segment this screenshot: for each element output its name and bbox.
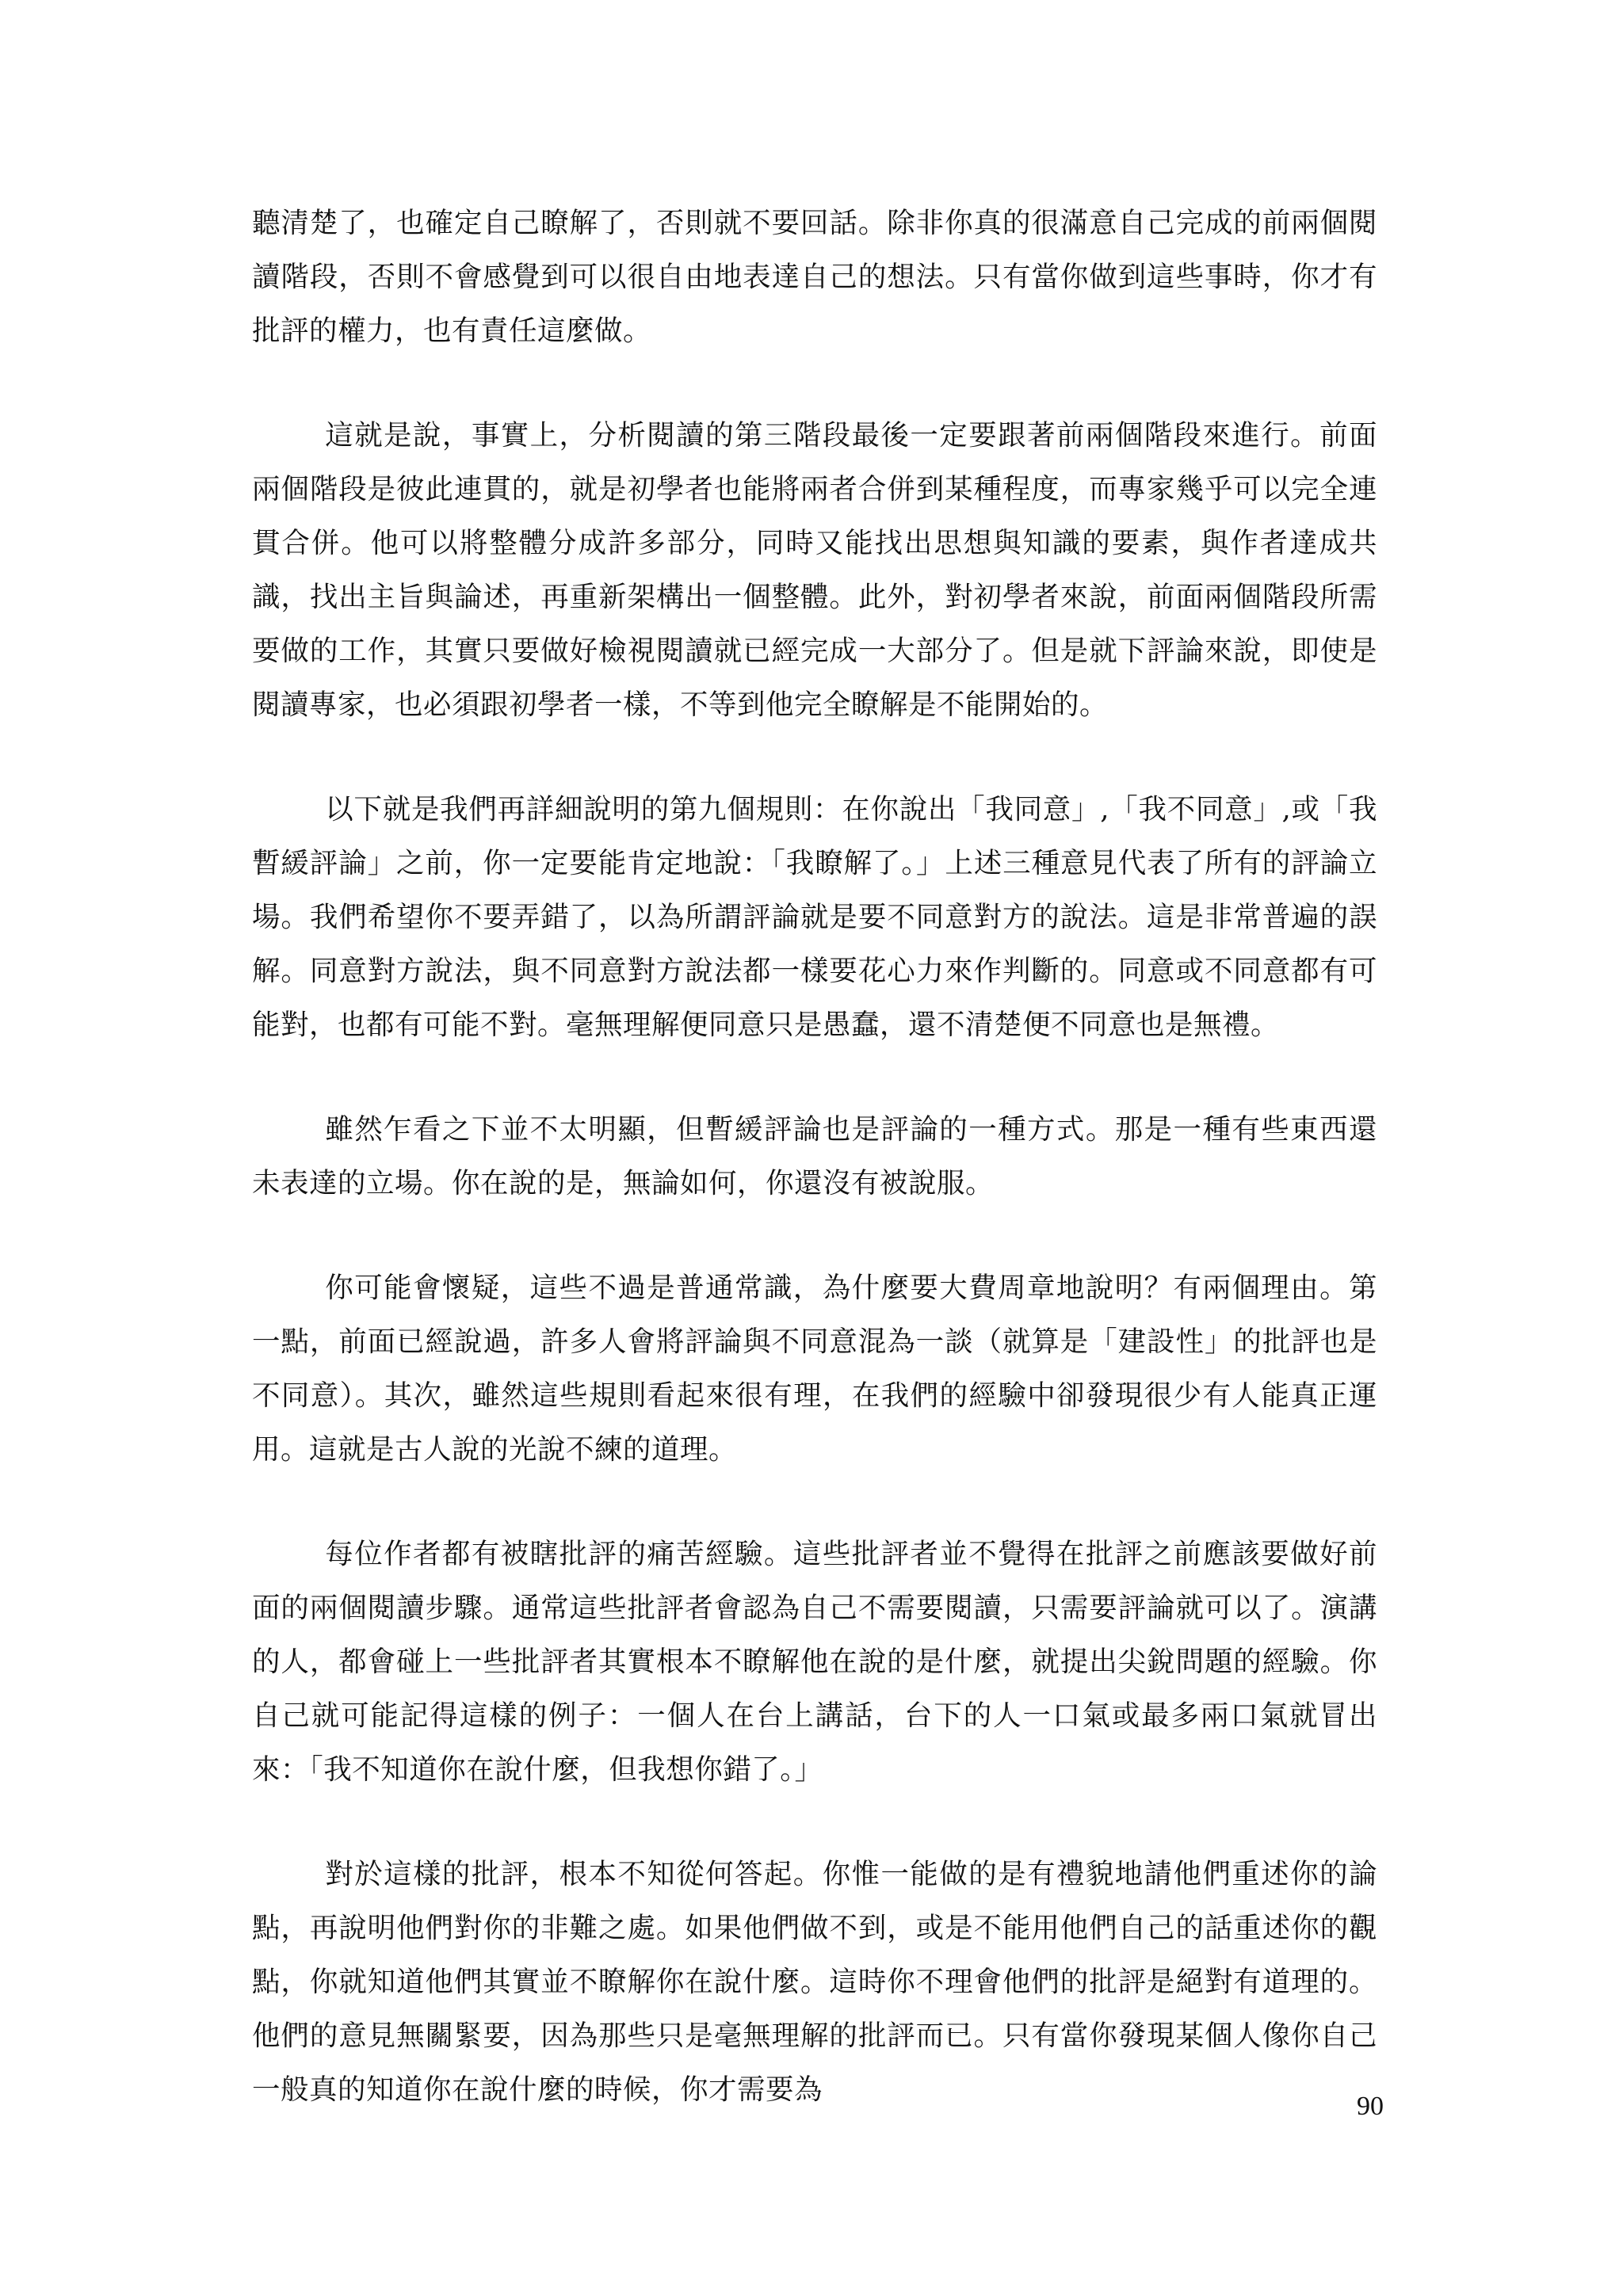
page-number: 90 [1357, 2092, 1384, 2121]
paragraph-4: 雖然乍看之下並不太明顯，但暫緩評論也是評論的一種方式。那是一種有些東西還未表達的立場。你在說的是，無論如何，你還沒有被說服。 [252, 1113, 1377, 1199]
paragraph-7: 對於這樣的批評，根本不知從何答起。你惟一能做的是有禮貌地請他們重述你的論點，再說明他們對你的非難之處。如果他們做不到，或是不能用他們自己的話重述你的觀點，你就知道他們其實並不瞭解你在說什麼。這時你不理會他們的批評是絕對有道理的。他們的意見無關緊要，因為那些只是毫無理解的批評而已。只有當你發現某個人像你自己一般真的知道你在說什麼的時候，你才需要為 [252, 1858, 1377, 2106]
paragraph-3: 以下就是我們再詳細說明的第九個規則：在你說出「我同意」,「我不同意」,或「我暫緩評論」之前，你一定要能肯定地說：「我瞭解了。」上述三種意見代表了所有的評論立場。我們希望你不要弄錯了，以為所謂評論就是要不同意對方的說法。這是非常普遍的誤解。同意對方說法，與不同意對方說法都一樣要花心力來作判斷的。同意或不同意都有可能對，也都有可能不對。毫無理解便同意只是愚蠢，還不清楚便不同意也是無禮。 [252, 793, 1377, 1041]
paragraph-5: 你可能會懷疑，這些不過是普通常識，為什麼要大費周章地說明？有兩個理由。第一點，前面已經說過，許多人會將評論與不同意混為一談（就算是「建設性」的批評也是不同意）。其次，雖然這些規則看起來很有理，在我們的經驗中卻發現很少有人能真正運用。這就是古人說的光說不練的道理。 [252, 1272, 1377, 1466]
paragraph-6: 每位作者都有被瞎批評的痛苦經驗。這些批評者並不覺得在批評之前應該要做好前面的兩個閱讀步驟。通常這些批評者會認為自己不需要閱讀，只需要評論就可以了。演講的人，都會碰上一些批評者其實根本不瞭解他在說的是什麼，就提出尖銳問題的經驗。你自己就可能記得這樣的例子：一個人在台上講話，台下的人一口氣或最多兩口氣就冒出來：「我不知道你在說什麼，但我想你錯了。」 [252, 1538, 1377, 1786]
body-text [252, 196, 1377, 2168]
paragraph-2: 這就是說，事實上，分析閱讀的第三階段最後一定要跟著前兩個階段來進行。前面兩個階段是彼此連貫的，就是初學者也能將兩者合併到某種程度，而專家幾乎可以完全連貫合併。他可以將整體分成許多部分，同時又能找出思想與知識的要素，與作者達成共識，找出主旨與論述，再重新架構出一個整體。此外，對初學者來說，前面兩個階段所需要做的工作，其實只要做好檢視閱讀就已經完成一大部分了。但是就下評論來說，即使是閱讀專家，也必須跟初學者一樣，不等到他完全瞭解是不能開始的。 [252, 419, 1377, 721]
paragraph-1: 聽清楚了，也確定自己瞭解了，否則就不要回話。除非你真的很滿意自己完成的前兩個閱讀階段，否則不會感覺到可以很自由地表達自己的想法。只有當你做到這些事時，你才有批評的權力，也有責任這麼做。 [252, 207, 1377, 347]
